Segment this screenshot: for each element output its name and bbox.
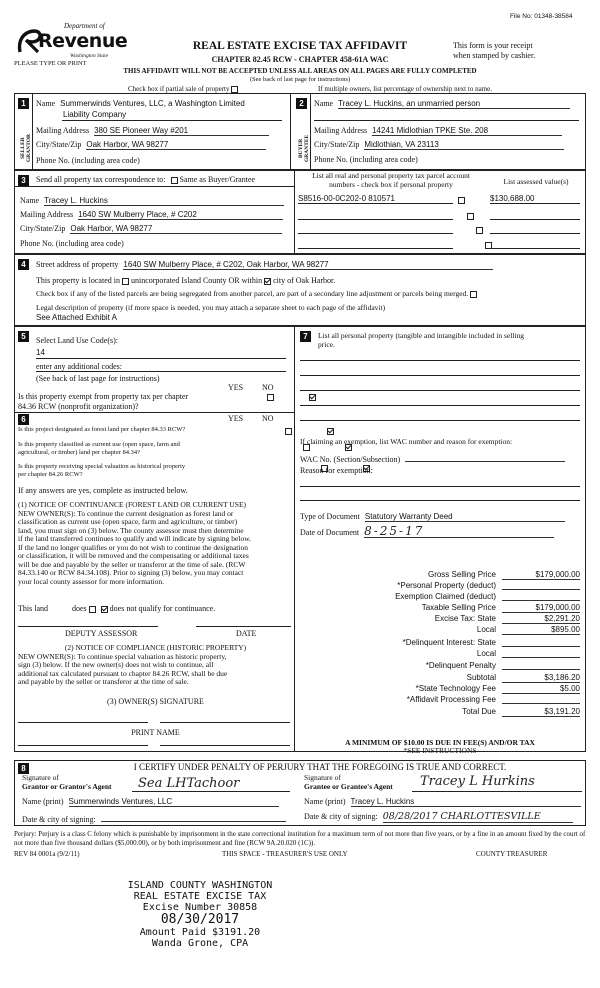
grantor-sig-label xyxy=(22,774,112,791)
seller-city-row xyxy=(36,140,266,150)
segregated-text: Check box if any of the listed parcels are being segregated from another parcel, are part of a secondary line adjustment or parcels being merged. xyxy=(36,289,469,298)
wac-label: WAC No. (Section/Subsection) xyxy=(300,455,401,464)
calc-row xyxy=(300,695,580,704)
grantor-sig-label-a: Signature of xyxy=(22,773,59,782)
buyer-mail-label: Mailing Address xyxy=(314,126,368,135)
corr-name-label: Name xyxy=(20,196,40,205)
assessed-header: List assessed value(s) xyxy=(503,177,569,186)
historical-question-b: per chapter 84.26 RCW? xyxy=(18,471,83,478)
personal-property-checkbox-1[interactable] xyxy=(458,197,465,204)
grantee-sig-label-a: Signature of xyxy=(304,773,341,782)
deputy-date-line xyxy=(196,626,291,627)
assessed-line-3 xyxy=(490,233,580,234)
calc-row-value[interactable] xyxy=(502,592,580,601)
wac-input[interactable] xyxy=(405,453,565,462)
continuance-line-4: if the land transferred continues to qualify and will indicate by signing below. xyxy=(18,534,251,543)
section-2-sidebar-line xyxy=(310,93,311,170)
grantor-name-label: Name (print) xyxy=(22,797,64,806)
section-number-4: 4 xyxy=(18,259,29,270)
send-correspondence-label: Send all property tax correspondence to: xyxy=(36,175,166,184)
section-5-no: NO xyxy=(262,383,274,392)
warning-text: THIS AFFIDAVIT WILL NOT BE ACCEPTED UNLESS ALL AREAS ON ALL PAGES ARE FULLY COMPLETED xyxy=(123,67,477,75)
grantee-signature[interactable]: Tracey L Hurkins xyxy=(420,774,535,789)
wac-row xyxy=(300,453,565,464)
buyer-mail-value[interactable]: 14241 Midlothian TPKE Ste. 208 xyxy=(372,126,562,136)
owner-signature-label: (3) OWNER(S) SIGNATURE xyxy=(107,697,204,706)
grantor-date-label: Date & city of signing: xyxy=(22,815,96,824)
grantee-name-row xyxy=(304,797,581,807)
parcel-line-4 xyxy=(298,248,453,249)
segregated-checkbox[interactable] xyxy=(470,291,477,298)
print-name-label: PRINT NAME xyxy=(131,728,180,737)
corr-mail-row xyxy=(20,210,283,220)
if-yes-instructions: If any answers are yes, complete as instructed below. xyxy=(18,486,188,495)
grantee-name-value[interactable]: Tracey L. Huckins xyxy=(351,797,581,807)
grantee-sig-label-b: Grantee or Grantee's Agent xyxy=(304,781,393,791)
continuance-line-8: 84.33.140 or RCW 84.34.108). Prior to signing (3) below, you may contact xyxy=(18,568,244,577)
stamp-line-2: REAL ESTATE EXCISE TAX xyxy=(133,891,267,902)
partial-sale-checkbox[interactable] xyxy=(231,86,238,93)
assessed-line-4 xyxy=(490,248,580,249)
seller-name-value[interactable]: Summerwinds Ventures, LLC, a Washington Limited xyxy=(60,99,245,108)
please-type: PLEASE TYPE OR PRINT xyxy=(14,60,87,67)
assessed-value-1[interactable]: $130,688.00 xyxy=(490,194,535,203)
seller-city-value[interactable]: Oak Harbor, WA 98277 xyxy=(86,140,266,150)
grantor-date-row xyxy=(22,813,286,824)
multiple-owners-note: If multiple owners, list percentage of ownership next to name. xyxy=(318,85,492,93)
section-number-2: 2 xyxy=(296,98,307,109)
send-correspondence-row xyxy=(36,175,255,184)
street-address-row xyxy=(36,260,493,270)
calc-row xyxy=(300,638,580,647)
doc-date-row xyxy=(300,526,554,538)
corr-city-row xyxy=(20,224,282,234)
buyer-name-row xyxy=(314,99,570,109)
print-name-line-2 xyxy=(160,745,290,746)
treasurer-space-label: THIS SPACE - TREASURER'S USE ONLY xyxy=(222,850,348,858)
personal-property-line-4 xyxy=(300,405,580,406)
file-number: File No: 01348-38584 xyxy=(510,13,573,20)
street-address-value[interactable]: 1640 SW Mulberry Place, # C202, Oak Harbor, WA 98277 xyxy=(123,260,493,270)
assessed-line-2 xyxy=(490,219,580,220)
owner-signature-line-2 xyxy=(160,722,290,723)
form-title: REAL ESTATE EXCISE TAX AFFIDAVIT xyxy=(192,40,408,52)
calc-row-label: Taxable Selling Price xyxy=(421,603,496,612)
parcel-line-2 xyxy=(298,219,453,220)
historic-title: (2) NOTICE OF COMPLIANCE (HISTORIC PROPERTY) xyxy=(64,643,247,652)
section-3-header-line xyxy=(14,186,294,187)
perjury-notice: Perjury: Perjury is a class C felony which is punishable by imprisonment in the state correctional institution for a maximum term of not more than five years, or by a fine in an amount fixed by the court of not more than five thousand dollars ($5,000.00), or by both imprisonment and fine (RCW 9A.20.020 (1C)). xyxy=(14,830,586,847)
located-text-a: This property is located in xyxy=(36,276,120,285)
receipt-note-2: when stamped by cashier. xyxy=(453,51,536,60)
calc-row xyxy=(300,707,580,717)
personal-property-label-2: price. xyxy=(318,340,335,349)
doc-type-row xyxy=(300,512,565,522)
calc-row xyxy=(300,603,580,613)
land-use-see-back: (See back of last page for instructions) xyxy=(36,374,160,383)
unincorporated-checkbox[interactable] xyxy=(122,278,129,285)
segregated-row xyxy=(36,289,477,298)
land-use-label: Select Land Use Code(s): xyxy=(36,336,118,345)
calc-row-value[interactable] xyxy=(502,695,580,704)
divider-1-2 xyxy=(290,93,291,170)
county-treasurer-label: COUNTY TREASURER xyxy=(476,850,548,858)
does-label: does xyxy=(72,604,87,613)
corr-name-value[interactable]: Tracey L. Huckins xyxy=(44,196,284,206)
continuance-line-6: or classification, it will be removed and the compensating or additional taxes xyxy=(18,551,249,560)
parcel-header xyxy=(296,171,486,189)
grantee-date-row xyxy=(304,812,573,823)
buyer-city-value[interactable]: Midlothian, VA 23113 xyxy=(364,140,564,150)
deputy-assessor-line xyxy=(18,626,158,627)
see-instructions-note: *SEE INSTRUCTIONS xyxy=(403,746,477,755)
seller-name-row xyxy=(36,99,286,108)
calc-row-label: *Delinquent Penalty xyxy=(425,661,496,670)
calc-row-value[interactable] xyxy=(502,661,580,670)
calc-row xyxy=(300,684,580,694)
current-use-question-a: Is this property classified as current use (open space, farm and xyxy=(18,441,180,448)
historic-line-1: NEW OWNER(S): To continue special valuation as historic property, xyxy=(18,651,227,661)
partial-sale-text: Check box if partial sale of property xyxy=(128,85,230,93)
corr-phone-label: Phone No. (including area code) xyxy=(20,239,124,248)
section-number-5: 5 xyxy=(18,331,29,342)
exempt-question-2: 84.36 RCW (nonprofit organization)? xyxy=(18,402,139,411)
calc-row xyxy=(300,649,580,658)
certify-statement: I CERTIFY UNDER PENALTY OF PERJURY THAT THE FOREGOING IS TRUE AND CORRECT. xyxy=(133,762,507,772)
grantor-signature-line xyxy=(132,791,290,792)
parcel-number-1[interactable]: S8516-00-0C202-0 810571 xyxy=(298,194,395,203)
continuance-line-3: land, you must sign on (3) below. The county assessor must then determine xyxy=(18,525,244,535)
grantee-date-label: Date & city of signing: xyxy=(304,812,378,821)
personal-property-line-3 xyxy=(300,390,580,391)
grantor-signature[interactable]: Sea LHTachoor xyxy=(138,776,240,791)
continuance-qualify-row xyxy=(18,604,215,613)
located-text-c: city of Oak Harbor. xyxy=(273,276,336,285)
calc-row xyxy=(300,625,580,635)
buyer-mail-row xyxy=(314,126,562,136)
personal-property-line-1 xyxy=(300,360,580,361)
grantee-signature-line xyxy=(412,791,582,792)
section-1-sidebar-line xyxy=(32,93,33,170)
calc-row xyxy=(300,673,580,683)
current-use-question-b: agricultural, or timber) land per chapter 84.34? xyxy=(18,449,141,456)
print-name-line-1 xyxy=(18,745,148,746)
parcel-header-2: numbers - check box if personal property xyxy=(329,180,453,189)
calc-row-value[interactable]: $2,291.20 xyxy=(502,614,580,624)
personal-property-line-5 xyxy=(300,420,580,421)
this-land-label: This land xyxy=(18,604,48,613)
grantor-sig-label-b: Grantor or Grantor's Agent xyxy=(22,781,112,791)
does-not-qualify-checkbox[interactable] xyxy=(101,606,108,613)
seller-mail-label: Mailing Address xyxy=(36,126,90,135)
logo-word: Revenue xyxy=(38,30,128,52)
seller-grantor-tag: SELLER GRANTOR xyxy=(20,134,32,163)
divider-5-7 xyxy=(294,326,295,752)
calc-row-value[interactable]: $895.00 xyxy=(502,625,580,635)
doc-type-value[interactable]: Statutory Warranty Deed xyxy=(365,512,565,522)
reason-line-2 xyxy=(300,500,580,501)
same-as-buyer-label: Same as Buyer/Grantee xyxy=(179,175,256,184)
current-use-question xyxy=(18,441,180,457)
seller-city-label: City/State/Zip xyxy=(36,140,82,149)
corr-mail-value[interactable]: 1640 SW Mulberry Place, # C202 xyxy=(78,210,283,220)
seller-phone-label: Phone No. (including area code) xyxy=(36,156,140,165)
stamp-line-1: ISLAND COUNTY WASHINGTON xyxy=(127,880,273,891)
section-number-7: 7 xyxy=(300,331,311,342)
personal-property-label xyxy=(318,331,582,349)
continuance-line-1: NEW OWNER(S): To continue the current designation as forest land or xyxy=(18,508,234,518)
deputy-assessor-label: DEPUTY ASSESSOR xyxy=(65,629,138,638)
land-use-line xyxy=(36,358,286,359)
grantor-name-value[interactable]: Summerwinds Ventures, LLC xyxy=(69,797,279,807)
calc-row-label: Local xyxy=(476,649,496,658)
doc-date-label: Date of Document xyxy=(300,528,360,537)
logo-state: Washington State xyxy=(70,53,109,59)
historic-notice xyxy=(18,644,293,687)
calc-row-label: *Personal Property (deduct) xyxy=(397,581,496,590)
corr-city-label: City/State/Zip xyxy=(20,224,66,233)
calc-row-label: Local xyxy=(476,625,496,634)
buyer-name-value[interactable]: Tracey L. Huckins, an unmarried person xyxy=(338,99,570,109)
owner-signature-line-1 xyxy=(18,722,148,723)
buyer-city-row xyxy=(314,140,564,150)
same-as-buyer-checkbox[interactable] xyxy=(171,177,178,184)
logo-dept-text: Department of xyxy=(64,22,105,30)
section-6-no: NO xyxy=(262,414,274,423)
land-use-value[interactable]: 14 xyxy=(36,348,45,357)
calc-row xyxy=(300,581,580,590)
calc-row-label: *State Technology Fee xyxy=(415,684,496,693)
calc-row-label: *Affidavit Processing Fee xyxy=(406,695,496,704)
exemption-claim-label: If claiming an exemption, list WAC number and reason for exemption: xyxy=(300,437,513,446)
personal-property-checkbox-3[interactable] xyxy=(476,227,483,234)
forest-question: Is this project designated as forest land per chapter 84.33 RCW? xyxy=(18,426,186,433)
calc-row xyxy=(300,570,580,580)
grantor-name-row xyxy=(22,797,279,807)
section-number-3: 3 xyxy=(18,175,29,186)
stamp-line-3: Excise Number 30858 xyxy=(142,902,258,913)
seller-name-line xyxy=(62,120,282,121)
calc-row-value[interactable] xyxy=(502,649,580,658)
historic-line-3: additional tax calculated pursuant to chapter 84.26 RCW, shall be due xyxy=(18,668,228,678)
exempt-question-1: Is this property exempt from property tax per chapter xyxy=(18,392,189,401)
calc-row-value[interactable]: $179,000.00 xyxy=(502,603,580,613)
continuance-title: (1) NOTICE OF CONTINUANCE (FOREST LAND OR CURRENT USE) xyxy=(18,500,247,509)
seller-mail-value[interactable]: 380 SE Pioneer Way #201 xyxy=(94,126,269,136)
buyer-city-label: City/State/Zip xyxy=(314,140,360,149)
legal-description-value[interactable]: See Attached Exhibit A xyxy=(36,313,117,322)
exempt-no-checkbox[interactable] xyxy=(309,394,316,401)
personal-property-line-2 xyxy=(300,375,580,376)
parcel-line-3 xyxy=(298,233,453,234)
seller-mail-row xyxy=(36,126,269,136)
grantor-date-input[interactable] xyxy=(101,813,286,822)
forest-yes-checkbox[interactable] xyxy=(285,428,292,435)
treasurer-stamp xyxy=(100,880,300,949)
located-row xyxy=(36,276,335,285)
section-number-8: 8 xyxy=(18,763,29,774)
calc-row-label: Subtotal xyxy=(466,673,496,682)
historic-line-4: and payable by the seller or transferor at the time of sale. xyxy=(18,677,189,686)
dor-logo xyxy=(14,20,128,62)
personal-property-checkbox-2[interactable] xyxy=(467,213,474,220)
calc-row xyxy=(300,661,580,670)
calc-row-value[interactable] xyxy=(502,581,580,590)
section-number-1: 1 xyxy=(18,98,29,109)
grantee-name-label: Name (print) xyxy=(304,797,346,806)
section-6-yes: YES xyxy=(228,414,244,423)
see-back-text: (See back of last page for instructions) xyxy=(249,76,351,83)
corr-city-value[interactable]: Oak Harbor, WA 98277 xyxy=(70,224,282,234)
stamp-date: 08/30/2017 xyxy=(160,912,240,927)
continuance-line-5: If the land no longer qualifies or you do not wish to continue the designation xyxy=(18,542,248,552)
stamp-amount-paid: Amount Paid $3191.20 xyxy=(139,927,261,938)
deputy-date-label: DATE xyxy=(236,629,257,638)
buyer-name-label: Name xyxy=(314,99,334,108)
section-number-6: 6 xyxy=(18,414,29,425)
calc-row-label: Exemption Claimed (deduct) xyxy=(395,592,496,601)
does-not-label: does not qualify for continuance. xyxy=(109,604,216,613)
seller-name-label: Name xyxy=(36,99,56,108)
city-checkbox[interactable] xyxy=(264,278,271,285)
historic-line-2: sign (3) below. If the new owner(s) does not wish to continue, all xyxy=(18,660,214,669)
buyer-name-line xyxy=(314,120,579,121)
continuance-line-2: classification as current use (open space, farm and agriculture, or timber) xyxy=(18,517,238,526)
exempt-yes-checkbox[interactable] xyxy=(267,394,274,401)
calc-row-value[interactable]: $179,000.00 xyxy=(502,570,580,580)
stamp-treasurer-name: Wanda Grone, CPA xyxy=(151,938,249,949)
assessed-line-1 xyxy=(490,203,580,204)
divider-3 xyxy=(294,170,295,254)
does-qualify-checkbox[interactable] xyxy=(89,606,96,613)
historical-question xyxy=(18,463,185,479)
calc-row-label: *Delinquent Interest: State xyxy=(402,638,496,647)
calc-row xyxy=(300,614,580,624)
seller-name-value-2[interactable]: Liability Company xyxy=(63,110,127,119)
grantee-date-value[interactable]: 08/28/2017 CHARLOTTESVILLE xyxy=(383,812,573,823)
corr-mail-label: Mailing Address xyxy=(20,210,74,219)
parcel-line-1 xyxy=(298,203,453,204)
reason-label: Reason for exemption: xyxy=(300,466,373,475)
additional-codes-line xyxy=(36,371,286,372)
buyer-grantee-tag: BUYER GRANTEE xyxy=(298,134,310,162)
partial-sale-label xyxy=(128,85,238,93)
continuance-line-9: your local county assessor for more information. xyxy=(18,576,165,586)
section-6-top-line xyxy=(14,412,294,413)
doc-type-label: Type of Document xyxy=(300,512,360,521)
personal-property-label-1: List all personal property (tangible and intangible included in selling xyxy=(318,331,524,340)
form-chapter: CHAPTER 82.45 RCW - CHAPTER 458-61A WAC xyxy=(211,55,389,64)
calc-row-value[interactable]: $5.00 xyxy=(502,684,580,694)
section-5-yes: YES xyxy=(228,383,244,392)
doc-date-value[interactable]: 8-25-17 xyxy=(364,526,554,538)
continuance-line-7: will be due and payable by the seller or transferor at the time of sale. (RCW xyxy=(18,559,246,569)
street-address-label: Street address of property xyxy=(36,260,119,269)
located-text-b: unincorporated Island County OR within xyxy=(130,276,263,285)
calc-row-label: Total Due xyxy=(462,707,496,716)
calc-row-value[interactable] xyxy=(502,638,580,647)
calc-row-label: Excise Tax: State xyxy=(434,614,496,623)
calc-row-label: Gross Selling Price xyxy=(427,570,496,579)
grantee-sig-label xyxy=(304,774,393,791)
continuance-notice xyxy=(18,501,293,586)
additional-codes-label: enter any additional codes: xyxy=(36,362,122,371)
calc-row-value[interactable]: $3,186.20 xyxy=(502,673,580,683)
forest-no-checkbox[interactable] xyxy=(327,428,334,435)
corr-name-row xyxy=(20,196,284,206)
historical-question-a: Is this property receiving special valuation as historical property xyxy=(18,463,186,470)
calc-row-value[interactable]: $3,191.20 xyxy=(502,707,580,717)
parcel-header-1: List all real and personal property tax parcel account xyxy=(312,171,470,180)
receipt-note-1: This form is your receipt xyxy=(453,41,533,50)
form-revision: REV 84 0001a (9/2/11) xyxy=(14,850,80,858)
buyer-phone-label: Phone No. (including area code) xyxy=(314,155,418,164)
legal-description-label: Legal description of property (if more space is needed, you may attach a separate sheet to each page of the affidavit) xyxy=(36,303,386,312)
calc-row xyxy=(300,592,580,601)
reason-line-1 xyxy=(300,486,580,487)
minimum-due-note: A MINIMUM OF $10.00 IS DUE IN FEE(S) AND/OR TAX xyxy=(345,738,535,747)
